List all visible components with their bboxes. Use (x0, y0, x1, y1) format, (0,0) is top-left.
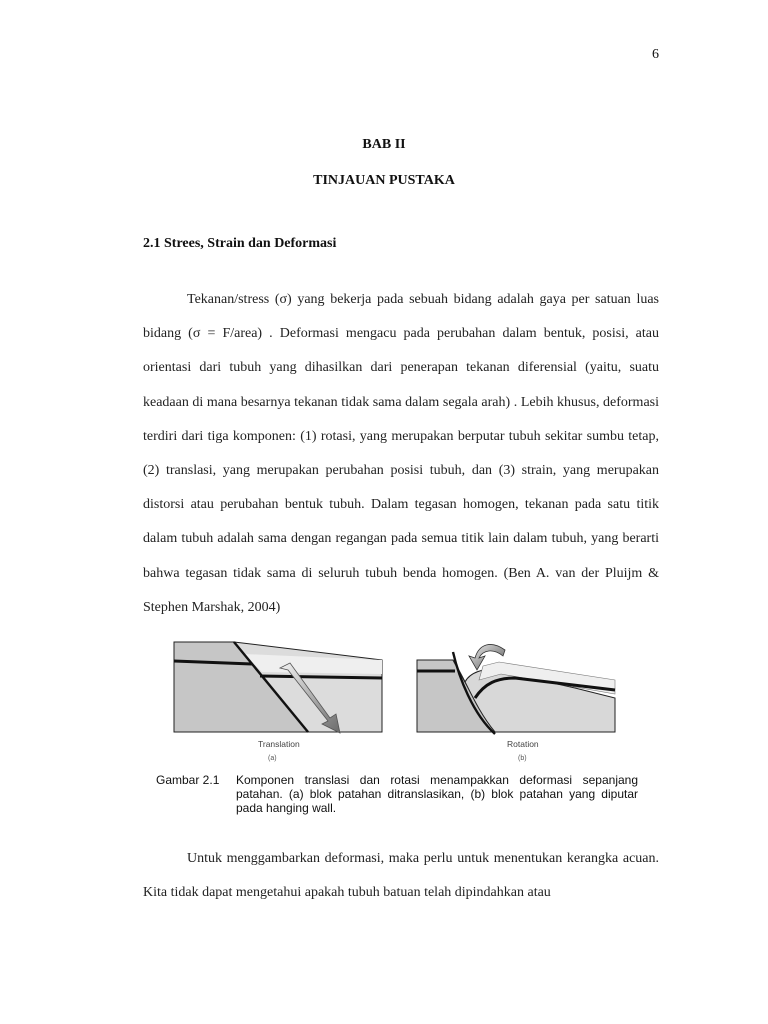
rotation-label: Rotation (507, 739, 539, 749)
section-heading: 2.1 Strees, Strain dan Deformasi (143, 236, 337, 251)
figure (170, 638, 630, 768)
caption-text: Komponen translasi dan rotasi menampakkan deformasi sepanjang patahan. (a) blok patahan ditranslasikan, (b) blok patahan yang diputar pada hanging wall. (236, 773, 638, 815)
page-number: 6 (652, 47, 659, 62)
translation-label: Translation (258, 739, 300, 749)
fault-diagram (170, 638, 630, 768)
figure-caption (156, 773, 638, 815)
caption-label: Gambar 2.1 (156, 773, 220, 787)
translation-sub: (a) (268, 755, 277, 762)
translation-panel (174, 642, 382, 762)
rotation-panel (417, 644, 615, 762)
marker-layer-right (260, 676, 382, 678)
chapter-title: TINJAUAN PUSTAKA (313, 173, 455, 188)
paragraph-2 (143, 842, 659, 910)
rotation-sub: (b) (518, 755, 527, 762)
paragraph-1-text: Tekanan/stress (σ) yang bekerja pada sebuah bidang adalah gaya per satuan luas bidang (σ = F/area) . Deformasi mengacu pada perubahan dalam bentuk, posisi, atau orientasi dari tubuh yang dihasilkan dari penerapan tekanan diferensial (yaitu, suatu keadaan di mana besarnya tekanan tidak sama dalam segala arah) . Lebih khusus, deformasi terdiri dari tiga komponen: (1) rotasi, yang merupakan berputar tubuh sekitar sumbu tetap, (2) translasi, yang merupakan perubahan posisi tubuh, dan (3) strain, yang merupakan distorsi atau perubahan bentuk tubuh. Dalam tegasan homogen, tekanan pada satu titik dalam tubuh adalah sama dengan regangan pada semua titik lain dalam tubuh, yang berarti bahwa tegasan tidak sama di seluruh tubuh benda homogen. (Ben A. van der Pluijm & Stephen Marshak, 2004) (143, 292, 659, 615)
paragraph-1 (143, 283, 659, 625)
paragraph-2-text: Untuk menggambarkan deformasi, maka perlu untuk menentukan kerangka acuan. Kita tidak dapat mengetahui apakah tubuh batuan telah dipindahkan atau (143, 851, 659, 901)
chapter-number: BAB II (362, 137, 406, 152)
